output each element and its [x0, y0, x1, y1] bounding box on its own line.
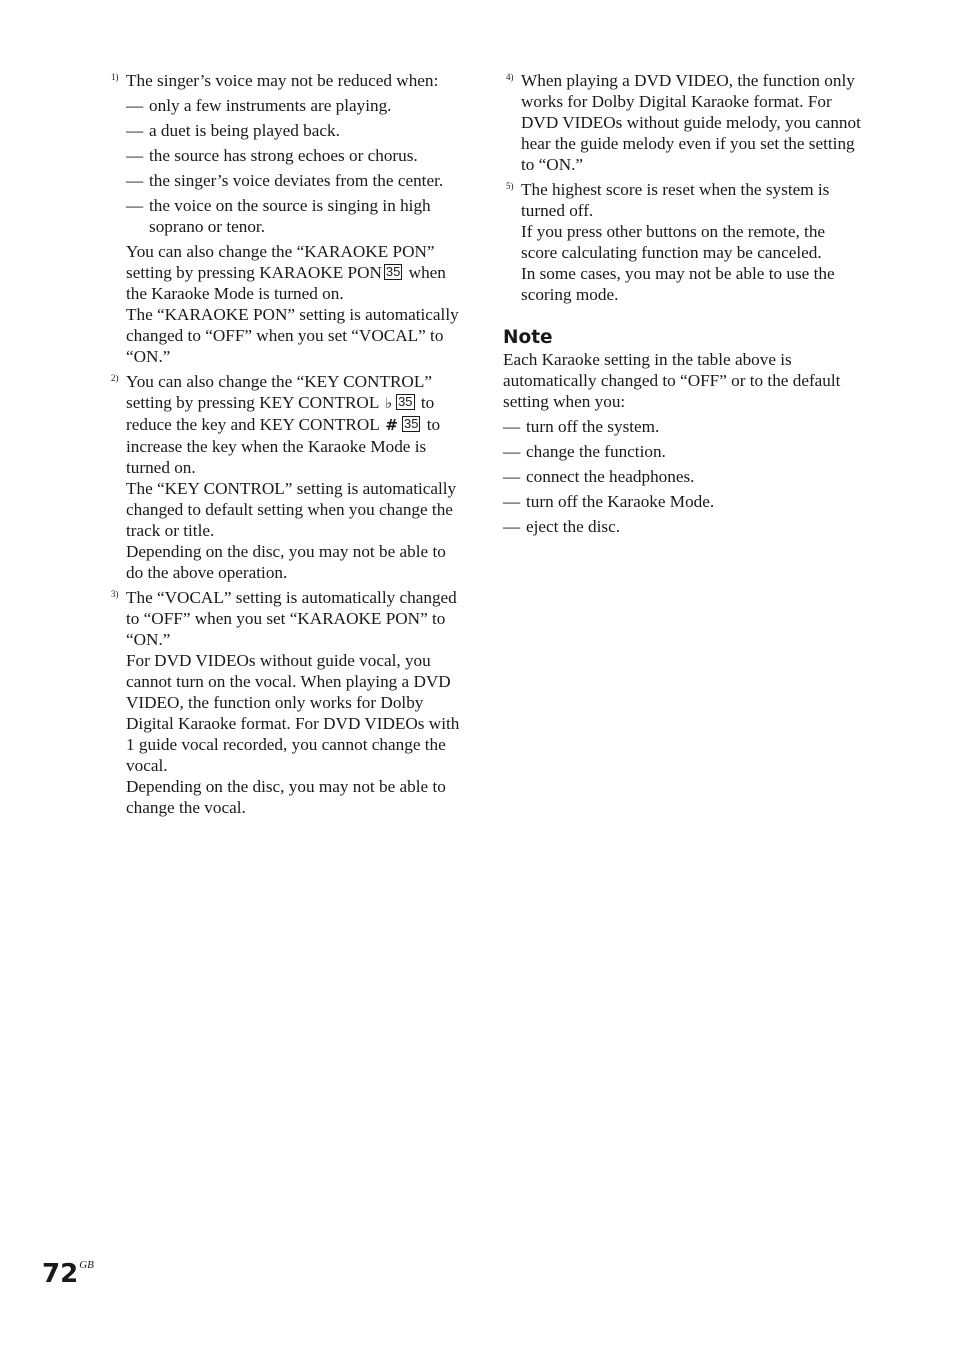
- footnote-1-intro: The singer’s voice may not be reduced when:: [126, 71, 439, 90]
- note-heading: Note: [503, 327, 553, 348]
- page-number: [42, 1248, 94, 1291]
- footnote-marker: 4): [506, 72, 514, 82]
- list-item: — the singer’s voice deviates from the center.: [126, 170, 460, 191]
- footnote-marker: 3): [111, 589, 119, 599]
- footnote-3: [108, 587, 460, 818]
- list-item: — the source has strong echoes or chorus.: [126, 145, 460, 166]
- footnote-1-list: [126, 95, 460, 237]
- footnote-1-paragraph-1: [126, 241, 460, 304]
- page-number-value: 72: [42, 1259, 79, 1289]
- text-run: You can also change the “KARAOKE PON” setting by pressing KARAOKE PON: [126, 242, 435, 282]
- footnote-marker: 1): [111, 72, 119, 82]
- footnote-1: [108, 70, 460, 367]
- list-item: — the voice on the source is singing in high soprano or tenor.: [126, 195, 460, 237]
- list-item: — eject the disc.: [503, 516, 863, 537]
- footnote-3-paragraph-1: The “VOCAL” setting is automatically changed to “OFF” when you set “KARAOKE PON” to “ON.”: [126, 588, 457, 649]
- list-item: — turn off the system.: [503, 416, 863, 437]
- list-item: — a duet is being played back.: [126, 120, 460, 141]
- footnote-marker: 5): [506, 181, 514, 191]
- footnote-4-paragraph-1: When playing a DVD VIDEO, the function only works for Dolby Digital Karaoke format. For DVD VIDEOs without guide melody, you cannot hear the guide melody even if you set the setting to “ON.”: [521, 71, 861, 174]
- footnote-5: [503, 179, 863, 305]
- note-list: [503, 416, 863, 537]
- footnote-5-paragraph-1: The highest score is reset when the system is turned off.: [521, 180, 830, 220]
- note-section: [503, 327, 863, 537]
- footnote-marker: 2): [111, 373, 119, 383]
- text-run: to reduce the key and KEY CONTROL: [126, 393, 435, 434]
- footnote-2-paragraph-1: [126, 371, 460, 478]
- right-column: [503, 70, 863, 541]
- footnote-3-paragraph-2: For DVD VIDEOs without guide vocal, you cannot turn on the vocal. When playing a DVD VIDEO, the function only works for Dolby Digital Karaoke format. For DVD VIDEOs with 1 guide vocal recorded, you cannot change the vocal.: [126, 651, 460, 775]
- footnote-1-paragraph-2: The “KARAOKE PON” setting is automatically changed to “OFF” when you set “VOCAL” to “ON.”: [126, 305, 459, 366]
- text-run: to increase the key when the Karaoke Mode is turned on.: [126, 415, 441, 477]
- button-number-box: 35: [398, 394, 413, 409]
- left-column: [108, 70, 460, 822]
- text-run: You can also change the “KEY CONTROL” setting by pressing KEY CONTROL: [126, 372, 432, 412]
- page-number-suffix: GB: [79, 1259, 94, 1271]
- footnote-2: [108, 371, 460, 583]
- footnote-2-paragraph-3: Depending on the disc, you may not be able to do the above operation.: [126, 542, 446, 582]
- button-number-box: 35: [404, 416, 419, 431]
- footnote-5-paragraph-2: If you press other buttons on the remote, the score calculating function may be canceled.: [521, 222, 826, 262]
- footnote-2-paragraph-2: The “KEY CONTROL” setting is automatically changed to default setting when you change the track or title.: [126, 479, 457, 540]
- flat-symbol-icon: ♭: [385, 394, 393, 412]
- list-item: — turn off the Karaoke Mode.: [503, 491, 863, 512]
- list-item: — change the function.: [503, 441, 863, 462]
- list-item: — only a few instruments are playing.: [126, 95, 460, 116]
- list-item: — connect the headphones.: [503, 466, 863, 487]
- note-body: Each Karaoke setting in the table above is automatically changed to “OFF” or to the default setting when you:: [503, 350, 841, 411]
- text-run: when the Karaoke Mode is turned on.: [126, 263, 446, 303]
- button-number-box: 35: [385, 264, 401, 279]
- footnote-5-paragraph-3: In some cases, you may not be able to use the scoring mode.: [521, 264, 835, 304]
- footnote-3-paragraph-3: Depending on the disc, you may not be able to change the vocal.: [126, 777, 446, 817]
- footnote-4: [503, 70, 863, 175]
- sharp-symbol-icon: #: [385, 416, 398, 434]
